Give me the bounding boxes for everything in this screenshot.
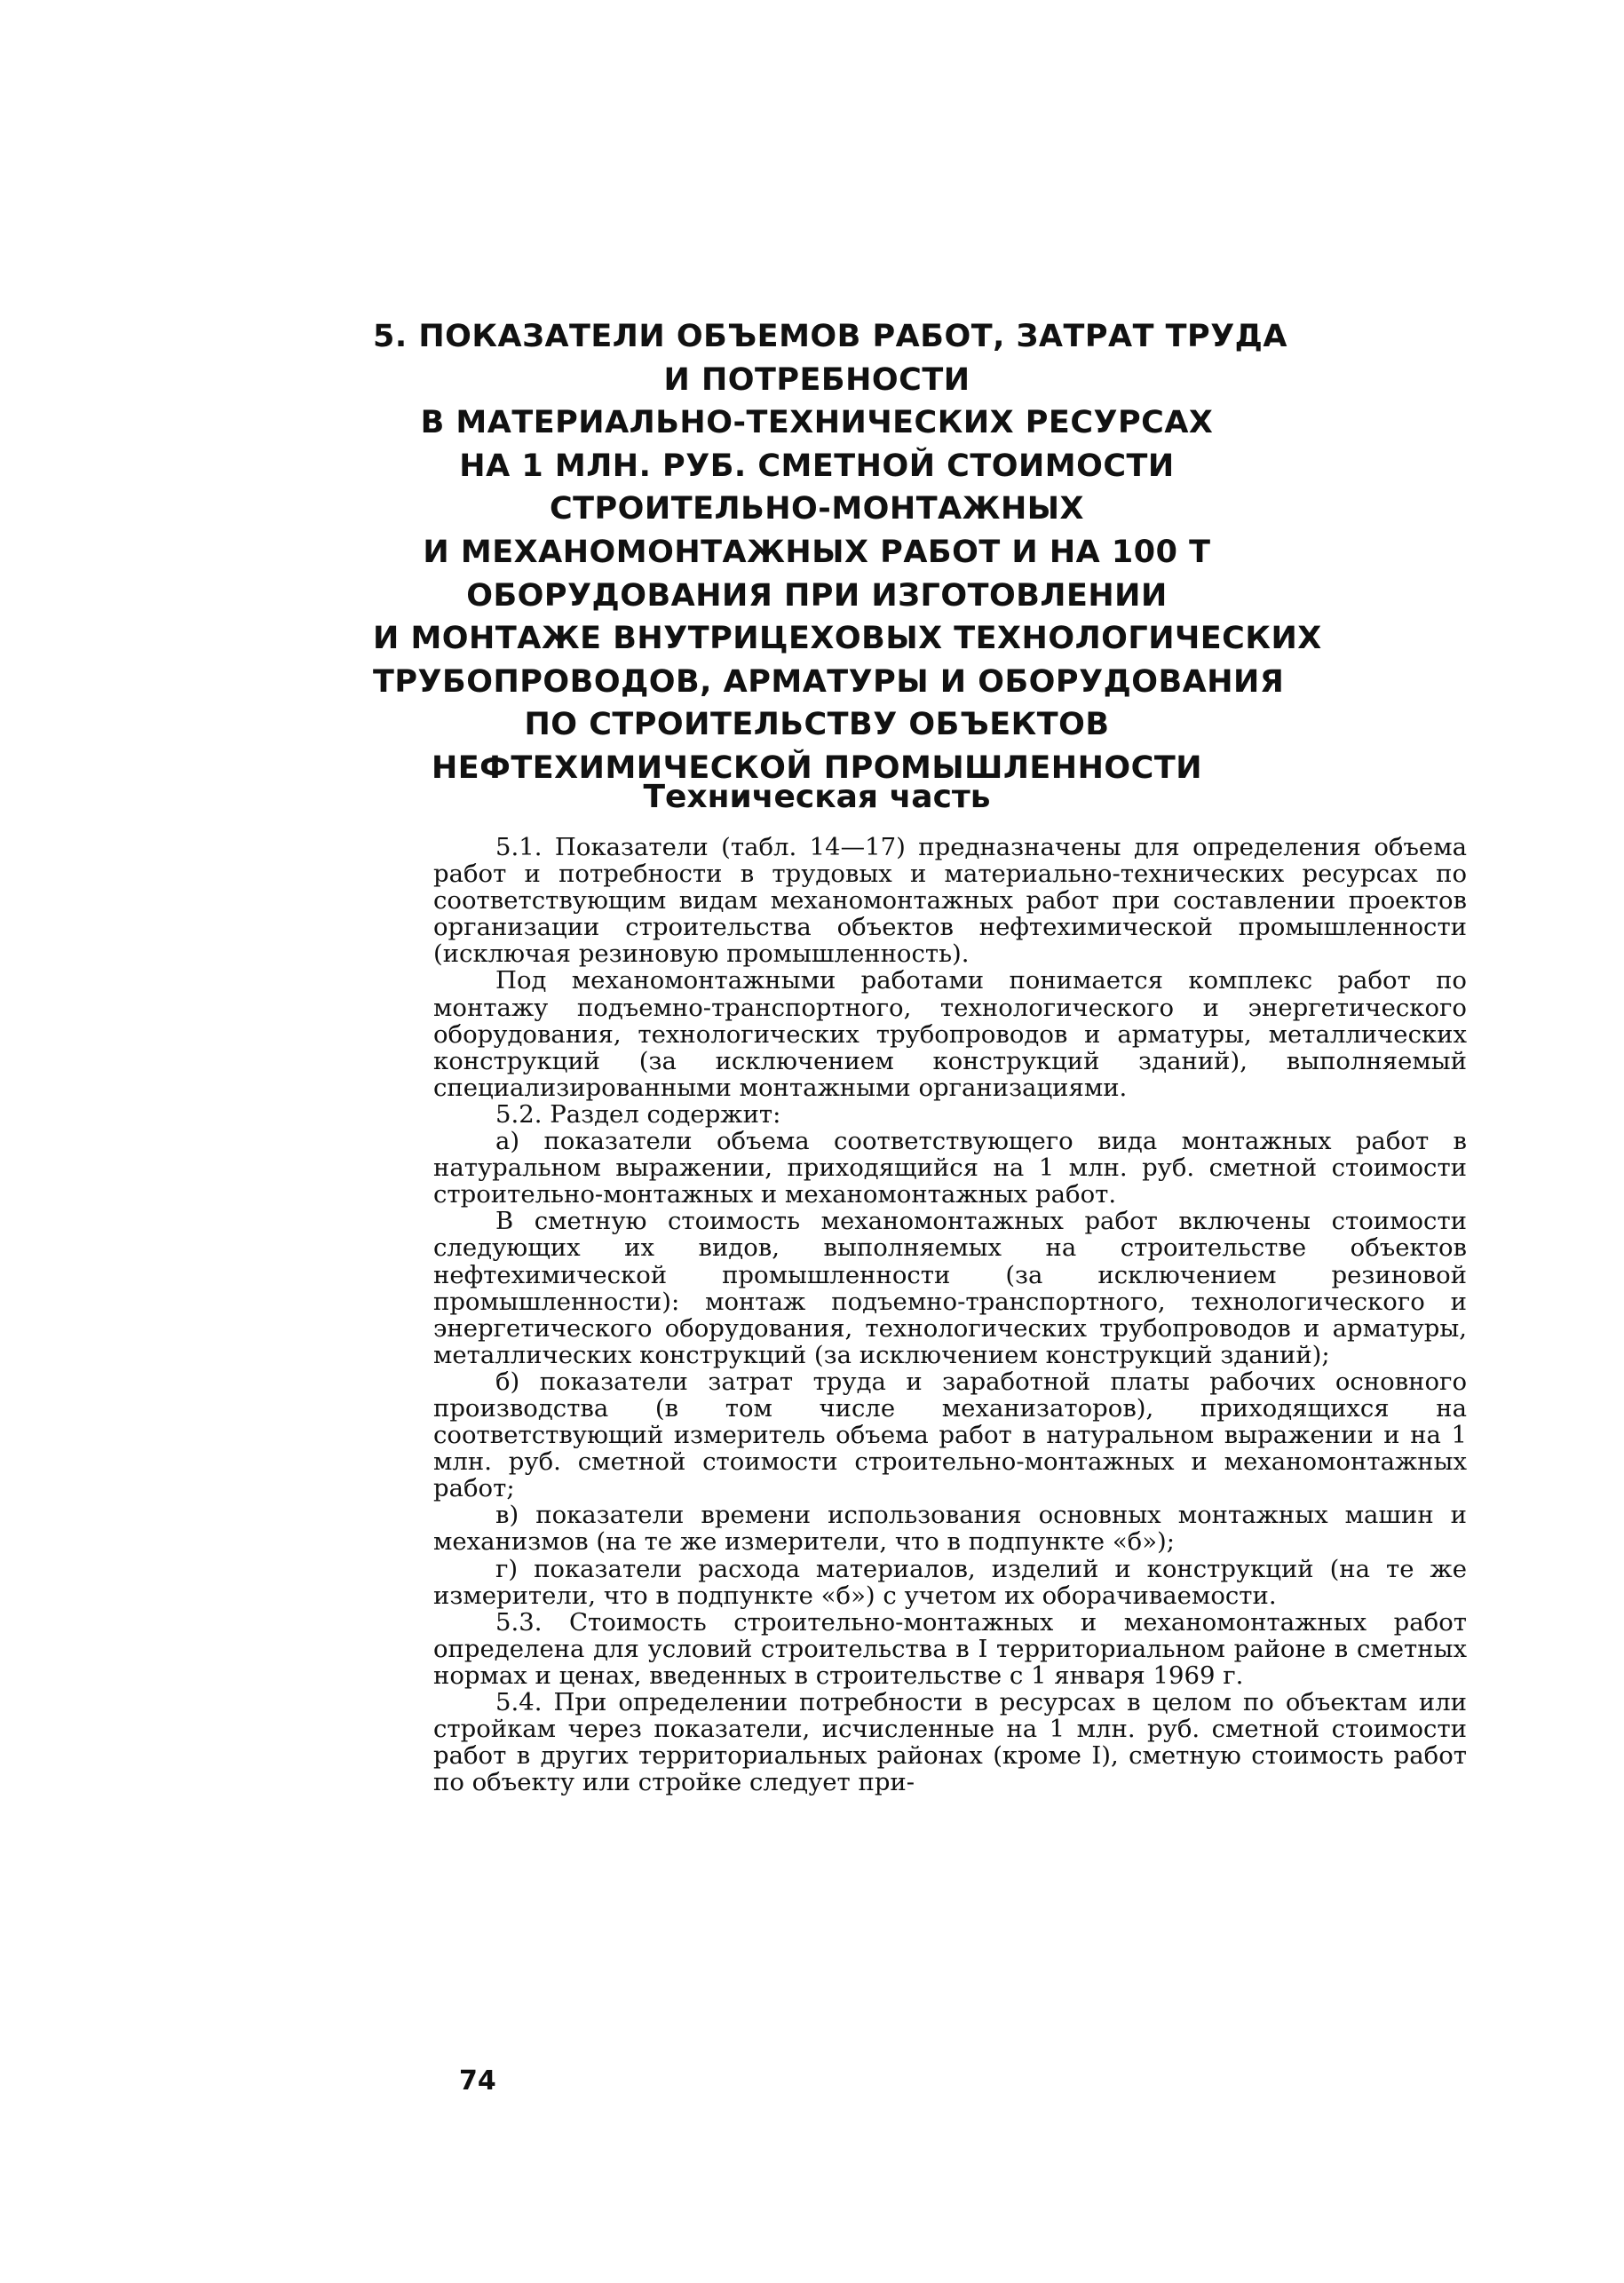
paragraph-item-a: а) показатели объема соответствующего вида монтажных работ в натуральном выражении, приходящийся на 1 млн. руб. сметной стоимости строительно-монтажных и механомонтажных работ. [433, 1127, 1467, 1209]
paragraph-item-b: б) показатели затрат труда и заработной платы рабочих основного производства (в том числе механизаторов), приходящихся на соответствующий измеритель объема работ в натуральном выражении и на 1 млн. руб. сметной стоимости строительно-монтажных и механомонтажных работ; [433, 1367, 1467, 1503]
heading-line: СТРОИТЕЛЬНО-МОНТАЖНЫХ [549, 491, 1085, 527]
heading-line: НА 1 МЛН. РУБ. СМЕТНОЙ СТОИМОСТИ [459, 448, 1175, 484]
heading-line: И МЕХАНОМОНТАЖНЫХ РАБОТ И НА 100 Т [423, 534, 1211, 570]
paragraph-5-3: 5.3. Стоимость строительно-монтажных и механомонтажных работ определена для условий строительства в I территориальном районе в сметных нормах и ценах, введенных в строительстве с 1 января 1969 г. [433, 1607, 1467, 1690]
heading-line: ПО СТРОИТЕЛЬСТВУ ОБЪЕКТОВ [524, 707, 1110, 743]
heading-line: И МОНТАЖЕ ВНУТРИЦЕХОВЫХ ТЕХНОЛОГИЧЕСКИХ [373, 621, 1322, 657]
paragraph-item-v: в) показатели времени использования основных монтажных машин и механизмов (на те же измерители, что в подпункте «б»); [433, 1501, 1467, 1557]
paragraph-mechanical-works-definition: Под механомонтажными работами понимается комплекс работ по монтажу подъемно-транспортного, технологического и энергетического оборудования, технологических трубопроводов и арматуры, металлических конструкций (за исключением конструкций зданий), выполняемый специализированными монтажными организациями. [433, 966, 1467, 1102]
heading-line: 5. ПОКАЗАТЕЛИ ОБЪЕМОВ РАБОТ, ЗАТРАТ ТРУДА [373, 319, 1287, 354]
heading-line: ОБОРУДОВАНИЯ ПРИ ИЗГОТОВЛЕНИИ [466, 577, 1168, 614]
page-number: 74 [459, 2065, 496, 2097]
body-text [433, 834, 1467, 1795]
paragraph-5-2: 5.2. Раздел содержит: [495, 1099, 781, 1129]
heading-line: НЕФТЕХИМИЧЕСКОЙ ПРОМЫШЛЕННОСТИ [431, 749, 1202, 786]
paragraph-item-g: г) показатели расхода материалов, изделий и конструкций (на те же измерители, что в подпункте «б») с учетом их оборачиваемости. [433, 1554, 1467, 1610]
paragraph-5-4: 5.4. При определении потребности в ресурсах в целом по объектам или стройкам через показатели, исчисленные на 1 млн. руб. сметной стоимости работ в других территориальных районах (кроме I), сметную стоимость работ по объекту или стройке следует при- [433, 1688, 1467, 1797]
heading-line: И ПОТРЕБНОСТИ [663, 361, 970, 398]
heading-line: В МАТЕРИАЛЬНО-ТЕХНИЧЕСКИХ РЕСУРСАХ [420, 405, 1214, 441]
section-heading [373, 315, 1322, 790]
paragraph-5-1: 5.1. Показатели (табл. 14—17) предназначены для определения объема работ и потребности в трудовых и материально-технических ресурсах по соответствующим видам механомонтажных работ при составлении проектов организации строительства объектов нефтехимической промышленности (исключая резиновую промышленность). [433, 833, 1467, 969]
heading-line: ТРУБОПРОВОДОВ, АРМАТУРЫ И ОБОРУДОВАНИЯ [373, 663, 1285, 700]
paragraph-estimate-cost: В сметную стоимость механомонтажных работ включены стоимости следующих их видов, выполняемых на строительстве объектов нефтехимической промышленности (за исключением резиновой промышленности): монтаж подъемно-транспортного, технологического и энергетического оборудования, технологических трубопроводов и арматуры, металлических конструкций (за исключением конструкций зданий); [433, 1207, 1467, 1369]
subsection-title: Техническая часть [643, 779, 991, 815]
